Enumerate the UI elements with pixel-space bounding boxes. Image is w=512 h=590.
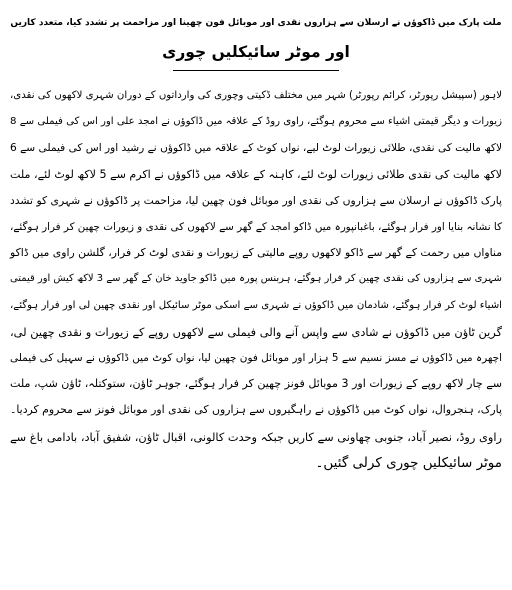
headline-divider [173,70,339,71]
article-line: کا نشانہ بنایا اور فرار ہوگئے، باغبانپورہ میں ڈاکو امجد کے گھر سے لاکھوں کی نقدی و زیورات چھین کر فرار ہوگئے، [10,221,502,234]
article-line: اچھرہ میں ڈاکوؤں نے مسز نسیم سے 5 ہزار اور موبائل فون چھین لیا، نواں کوٹ میں ڈاکوؤں نے سہیل کی فیملی [10,352,502,365]
article-line: اشیاء لوٹ کر فرار ہوگئے، شادمان میں ڈاکوؤں نے شہری سے اسکی موٹر سائیکل اور نقدی چھین لی اور فرار ہوگئے، [10,299,502,311]
headline [10,6,502,67]
article-line: راوی روڈ، نصیر آباد، جنوبی چھاونی سے کاریں جبکہ وحدت کالونی، اقبال ٹاؤن، شفیق آباد، بادامی باغ سے [10,429,502,444]
article-line: سے چار لاکھ روپے کے زیورات اور 3 موبائل فونز چھین کر فرار ہوگئے، جوہر ٹاؤن، ستوکتلہ، ٹاؤن شپ، ملت [10,377,502,391]
article-line: گرین ٹاؤن میں ڈاکوؤں نے شادی سے واپس آنے والی فیملی سے لاکھوں روپے کے زیورات و نقدی چھین لی، [10,324,502,339]
article-line: پارک ڈاکوؤں نے ارسلان سے ہزاروں کی نقدی اور موبائل فون چھین لیا، مزاحمت پر ڈاکوؤں نے شہری کو تشدد [10,193,502,207]
article-line: شہری سے ہزاروں کی نقدی چھین کر فرار ہوگئے، ہربنس پورہ میں ڈاکو جاوید خان کے گھر سے 3 لاکھ کیش اور قیمتی [10,273,502,285]
article-line: لاہور (سپیشل رپورٹر، کرائم رپورٹر) شہر میں مختلف ڈکیتی وچوری کی وارداتوں کے دوران شہری لاکھوں کی نقدی، [10,90,502,101]
headline-line-1: ملت پارک میں ڈاکوؤں نے ارسلان سے ہزاروں نقدی اور موبائل فون چھینا اور مزاحمت پر تشدد کیا، متعدد کاریں [10,18,502,28]
article-line: زیورات و دیگر قیمتی اشیاء سے محروم ہوگئے، راوی روڈ کے علاقہ میں ڈاکوؤں نے امجد علی اور اس کی فیملی سے 8 [10,116,502,128]
article-line: پارک، ہنجروال، نواں کوٹ میں ڈاکوؤں نے راہگیروں سے ہزاروں کی نقدی اور موبائل فونز سے محروم کردیا۔ [10,403,502,417]
article-line: مناواں میں رحمت کے گھر سے ڈاکو لاکھوں روپے مالیتی کے زیورات و نقدی لوٹ کر فرار، گلشن راوی میں ڈاکو [10,246,502,260]
headline-line-2: اور موٹر سائیکلیں چوری [162,43,350,61]
article-line: لاکھ مالیت کی نقدی طلائی زیورات لوٹ لئے، کاہنہ کے علاقہ میں ڈاکوؤں نے اکرم سے 5 لاکھ لوٹ لئے، ملت [10,167,502,181]
article-line-last: موٹر سائیکلیں چوری کرلی گئیں۔ [315,454,502,471]
article-line: لاکھ مالیت کی نقدی، طلائی زیورات لوٹ لیے، نواں کوٹ کے علاقہ میں ڈاکوؤں نے رشید اور اس کی فیملی سے 6 [10,142,502,155]
article-body [10,83,502,476]
